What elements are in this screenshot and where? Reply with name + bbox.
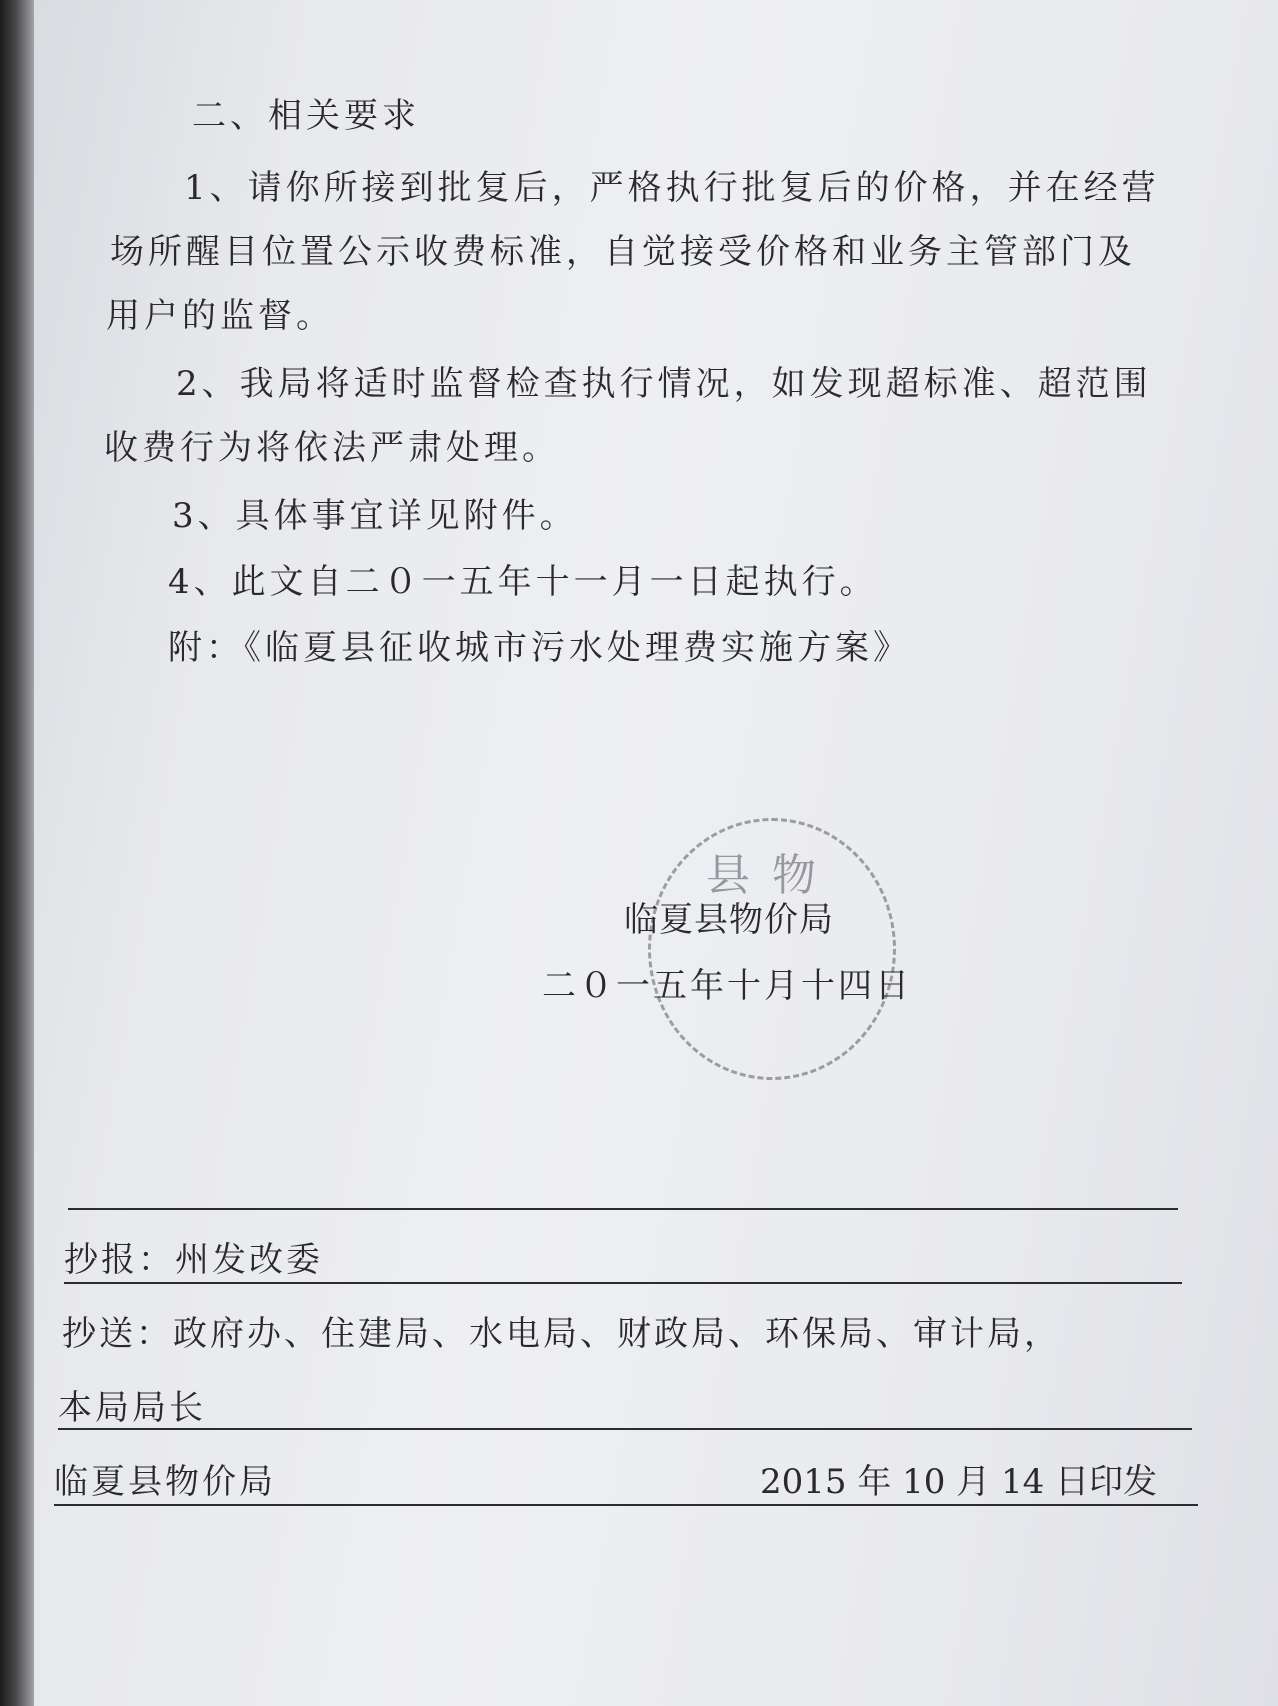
seal-text: 县物 [706,850,838,901]
item-1-line-3: 用户的监督。 [106,296,334,336]
print-org: 临夏县物价局 [54,1462,276,1502]
cc-report: 抄报：州发改委 [64,1240,323,1280]
cc-report-rule [64,1282,1182,1284]
item-1-line-1: 1、请你所接到批复后，严格执行批复后的价格，并在经营 [184,168,1160,208]
footer-top-rule [68,1208,1178,1210]
cc-send-line-1: 抄送：政府办、住建局、水电局、财政局、环保局、审计局， [62,1314,1061,1354]
item-4: 4、此文自二０一五年十一月一日起执行。 [168,562,878,602]
item-1-line-2: 场所醒目位置公示收费标准，自觉接受价格和业务主管部门及 [110,232,1136,272]
attachment-line: 附：《临夏县征收城市污水处理费实施方案》 [168,628,911,668]
item-2-line-2: 收费行为将依法严肃处理。 [104,428,560,468]
cc-send-rule [58,1428,1192,1430]
section-heading: 二、相关要求 [192,96,420,136]
print-date: 2015 年 10 月 14 日印发 [760,1462,1158,1502]
item-2-line-1: 2、我局将适时监督检查执行情况，如发现超标准、超范围 [176,364,1152,404]
cc-send-line-2: 本局局长 [58,1388,206,1428]
issue-date: 二０一五年十月十四日 [542,966,912,1006]
official-seal [648,818,896,1080]
document-page [34,0,1278,1706]
issuer-name: 临夏县物价局 [624,900,834,940]
item-3: 3、具体事宜详见附件。 [172,496,578,536]
footer-bottom-rule [54,1504,1198,1506]
